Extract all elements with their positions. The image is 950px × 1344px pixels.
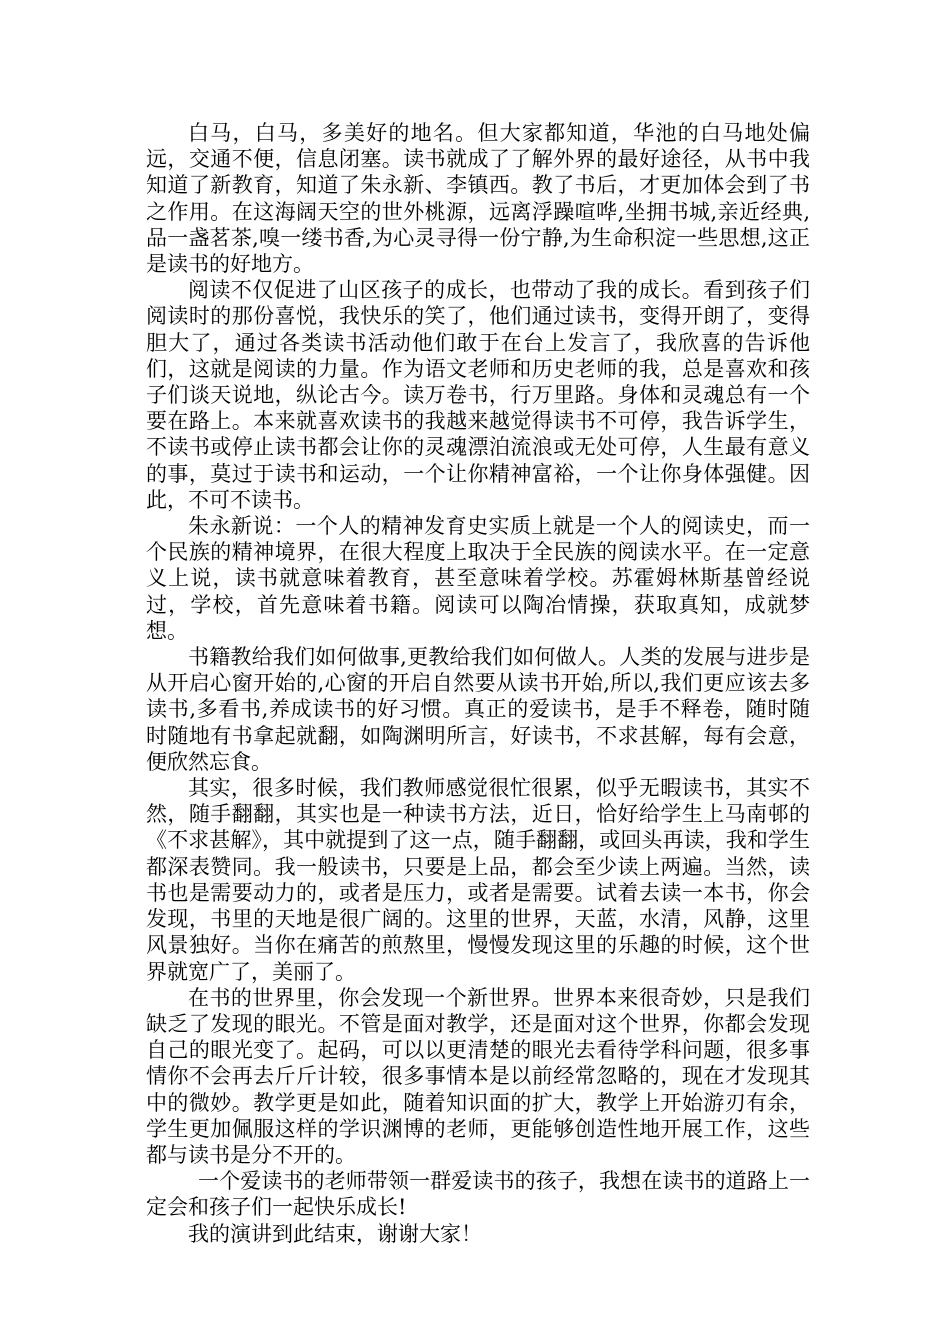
paragraph-2: 阅读不仅促进了山区孩子的成长，也带动了我的成长。看到孩子们阅读时的那份喜悦，我快乐的笑了，他们通过读书，变得开朗了，变得胆大了，通过各类读书活动他们敢于在台上发言了，我欣喜的告诉他们，这就是阅读的力量。作为语文老师和历史老师的我，总是喜欢和孩子们谈天说地，纵论古今。读万卷书，行万里路。身体和灵魂总有一个要在路上。本来就喜欢读书的我越来越觉得读书不可停，我告诉学生，不读书或停止读书都会让你的灵魂漂泊流浪或无处可停，人生最有意义的事，莫过于读书和运动，一个让你精神富裕，一个让你身体强健。因此，不可不读书。 — [146, 278, 810, 512]
paragraph-6: 在书的世界里，你会发现一个新世界。世界本来很奇妙，只是我们缺乏了发现的眼光。不管是面对教学，还是面对这个世界，你都会发现自己的眼光变了。起码，可以以更清楚的眼光去看待学科问题，很多事情你不会再去斤斤计较，很多事情本是以前经常忽略的，现在才发现其中的微妙。教学更是如此，随着知识面的扩大，教学上开始游刃有余，学生更加佩服这样的学识渊博的老师，更能够创造性地开展工作，这些都与读书是分不开的。 — [146, 985, 810, 1167]
paragraph-4: 书籍教给我们如何做事,更教给我们如何做人。人类的发展与进步是从开启心窗开始的,心窗的开启自然要从读书开始,所以,我们更应该去多读书,多看书,养成读书的好习惯。真正的爱读书，是手不释卷，随时随时随地有书拿起就翻，如陶渊明所言，好读书，不求甚解，每有会意，便欣然忘食。 — [146, 645, 810, 774]
paragraph-1: 白马，白马，多美好的地名。但大家都知道，华池的白马地处偏远，交通不便，信息闭塞。读书就成了了解外界的最好途径，从书中我知道了新教育，知道了朱永新、李镇西。教了书后，才更加体会到了书之作用。在这海阔天空的世外桃源，远离浮躁喧哗,坐拥书城,亲近经典,品一盏茗茶,嗅一缕书香,为心灵寻得一份宁静,为生命积淀一些思想,这正是读书的好地方。 — [146, 121, 810, 277]
paragraph-5: 其实，很多时候，我们教师感觉很忙很累，似乎无暇读书，其实不然，随手翻翻，其实也是一种读书方法，近日，恰好给学生上马南邨的《不求甚解》，其中就提到了这一点，随手翻翻，或回头再读，我和学生都深表赞同。我一般读书，只要是上品，都会至少读上两遍。当然，读书也是需要动力的，或者是压力，或者是需要。试着去读一本书，你会发现，书里的天地是很广阔的。这里的世界，天蓝，水清，风静，这里风景独好。当你在痛苦的煎熬里，慢慢发现这里的乐趣的时候，这个世界就宽广了，美丽了。 — [146, 776, 810, 984]
paragraph-7: 一个爱读书的老师带领一群爱读书的孩子，我想在读书的道路上一定会和孩子们一起快乐成长! — [146, 1169, 810, 1220]
paragraph-3: 朱永新说：一个人的精神发育史实质上就是一个人的阅读史，而一个民族的精神境界，在很大程度上取决于全民族的阅读水平。在一定意义上说，读书就意味着教育，甚至意味着学校。苏霍姆林斯基曾经说过，学校，首先意味着书籍。阅读可以陶冶情操，获取真知，成就梦想。 — [146, 514, 810, 643]
closing-line: 我的演讲到此结束，谢谢大家！ — [188, 1221, 482, 1246]
speech-body — [146, 120, 810, 1247]
